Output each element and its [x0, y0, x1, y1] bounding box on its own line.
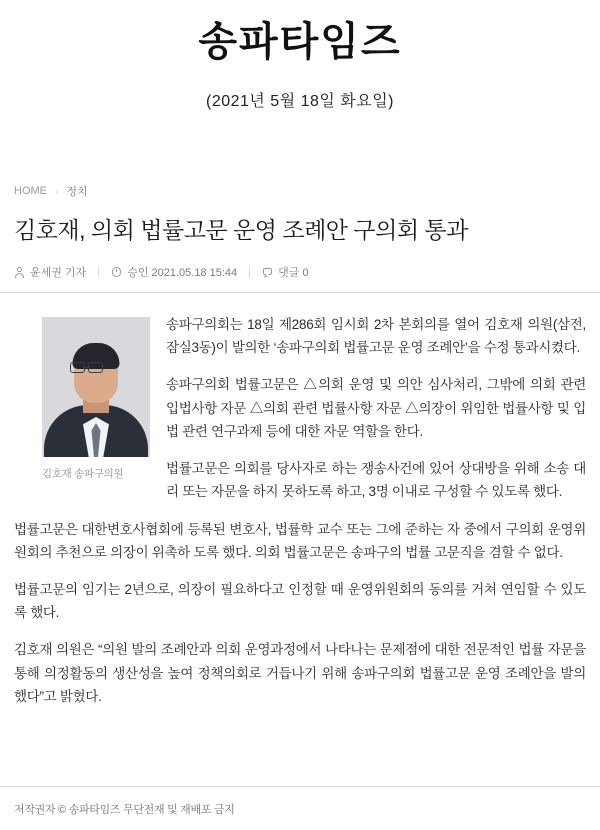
- article-paragraph: 김호재 의원은 “의원 발의 조례안과 의회 운영과정에서 나타나는 문제점에 대한 전문적인 법률 자문을 통해 의정활동의 생산성을 높여 정책의회로 거듭나기 위해 송파구의회 법률고문 운영 조례안을 발의했다”고 밝혔다.: [14, 642, 586, 704]
- issue-date: (2021년 5월 18일 화요일): [205, 93, 395, 110]
- page-title: 김호재, 의회 법률고문 운영 조례안 구의회 통과: [14, 217, 468, 243]
- newspaper-logo[interactable]: 송파타임즈: [198, 19, 402, 64]
- article-paragraph: 법률고문의 임기는 2년으로, 의장이 필요하다고 인정할 때 운영위원회의 동의를 거쳐 연임할 수 있도록 했다.: [14, 582, 586, 621]
- meta-divider: [98, 267, 99, 278]
- copyright-notice: 저작권자 © 송파타임즈 무단전재 및 재배포 금지: [14, 803, 235, 816]
- figure-caption: 김호재 송파구의원: [42, 468, 124, 481]
- person-icon: [14, 267, 25, 278]
- article-footer: [0, 786, 600, 830]
- approved-timestamp: 승인 2021.05.18 15:44: [127, 267, 238, 280]
- comment-icon: [262, 267, 273, 278]
- breadcrumb-separator-icon: ›: [55, 185, 59, 197]
- article-paragraph: 송파구의회는 18일 제286회 임시회 2차 본회의를 열어 김호재 의원(삼전, 잠실3동)이 발의한 ‘송파구의회 법률고문 운영 조례안’을 수정 통과시켰다.: [166, 317, 586, 356]
- meta-divider: [249, 267, 250, 278]
- article-figure: [42, 317, 150, 483]
- author-name[interactable]: 윤세권 기자: [30, 267, 87, 280]
- article-paragraph: 법률고문은 의회를 당사자로 하는 쟁송사건에 있어 상대방을 위해 소송 대리 또는 자문을 하지 못하도록 하고, 3명 이내로 구성할 수 있도록 했다.: [166, 461, 586, 500]
- meta-author: [14, 264, 86, 280]
- meta-approved: [111, 264, 237, 280]
- article-paragraph: 송파구의회 법률고문은 △의회 운영 및 의안 심사처리, 그밖에 의회 관련 입법사항 자문 △의회 관련 법률사항 자문 △의장이 위임한 법률사항 및 입법 관련 연구과제 등에 대한 자문 역할을 한다.: [166, 377, 586, 439]
- breadcrumb-home[interactable]: HOME: [14, 185, 47, 197]
- article-paragraph: 법률고문은 대한변호사협회에 등록된 변호사, 법률학 교수 또는 그에 준하는 자 중에서 구의회 운영위원회의 추천으로 의장이 위촉하 도록 했다. 의회 법률고문은 송파구의 법률 고문직을 겸할 수 없다.: [14, 521, 586, 560]
- breadcrumb-section-politics[interactable]: 정치: [66, 186, 88, 198]
- meta-comments[interactable]: [262, 264, 308, 280]
- portrait-photo: [42, 317, 150, 457]
- article-body: [0, 293, 600, 708]
- comment-count[interactable]: 댓글 0: [278, 267, 309, 280]
- article-meta: [0, 264, 600, 292]
- breadcrumb: [0, 183, 600, 199]
- clock-icon: [111, 267, 122, 278]
- masthead: [0, 0, 600, 111]
